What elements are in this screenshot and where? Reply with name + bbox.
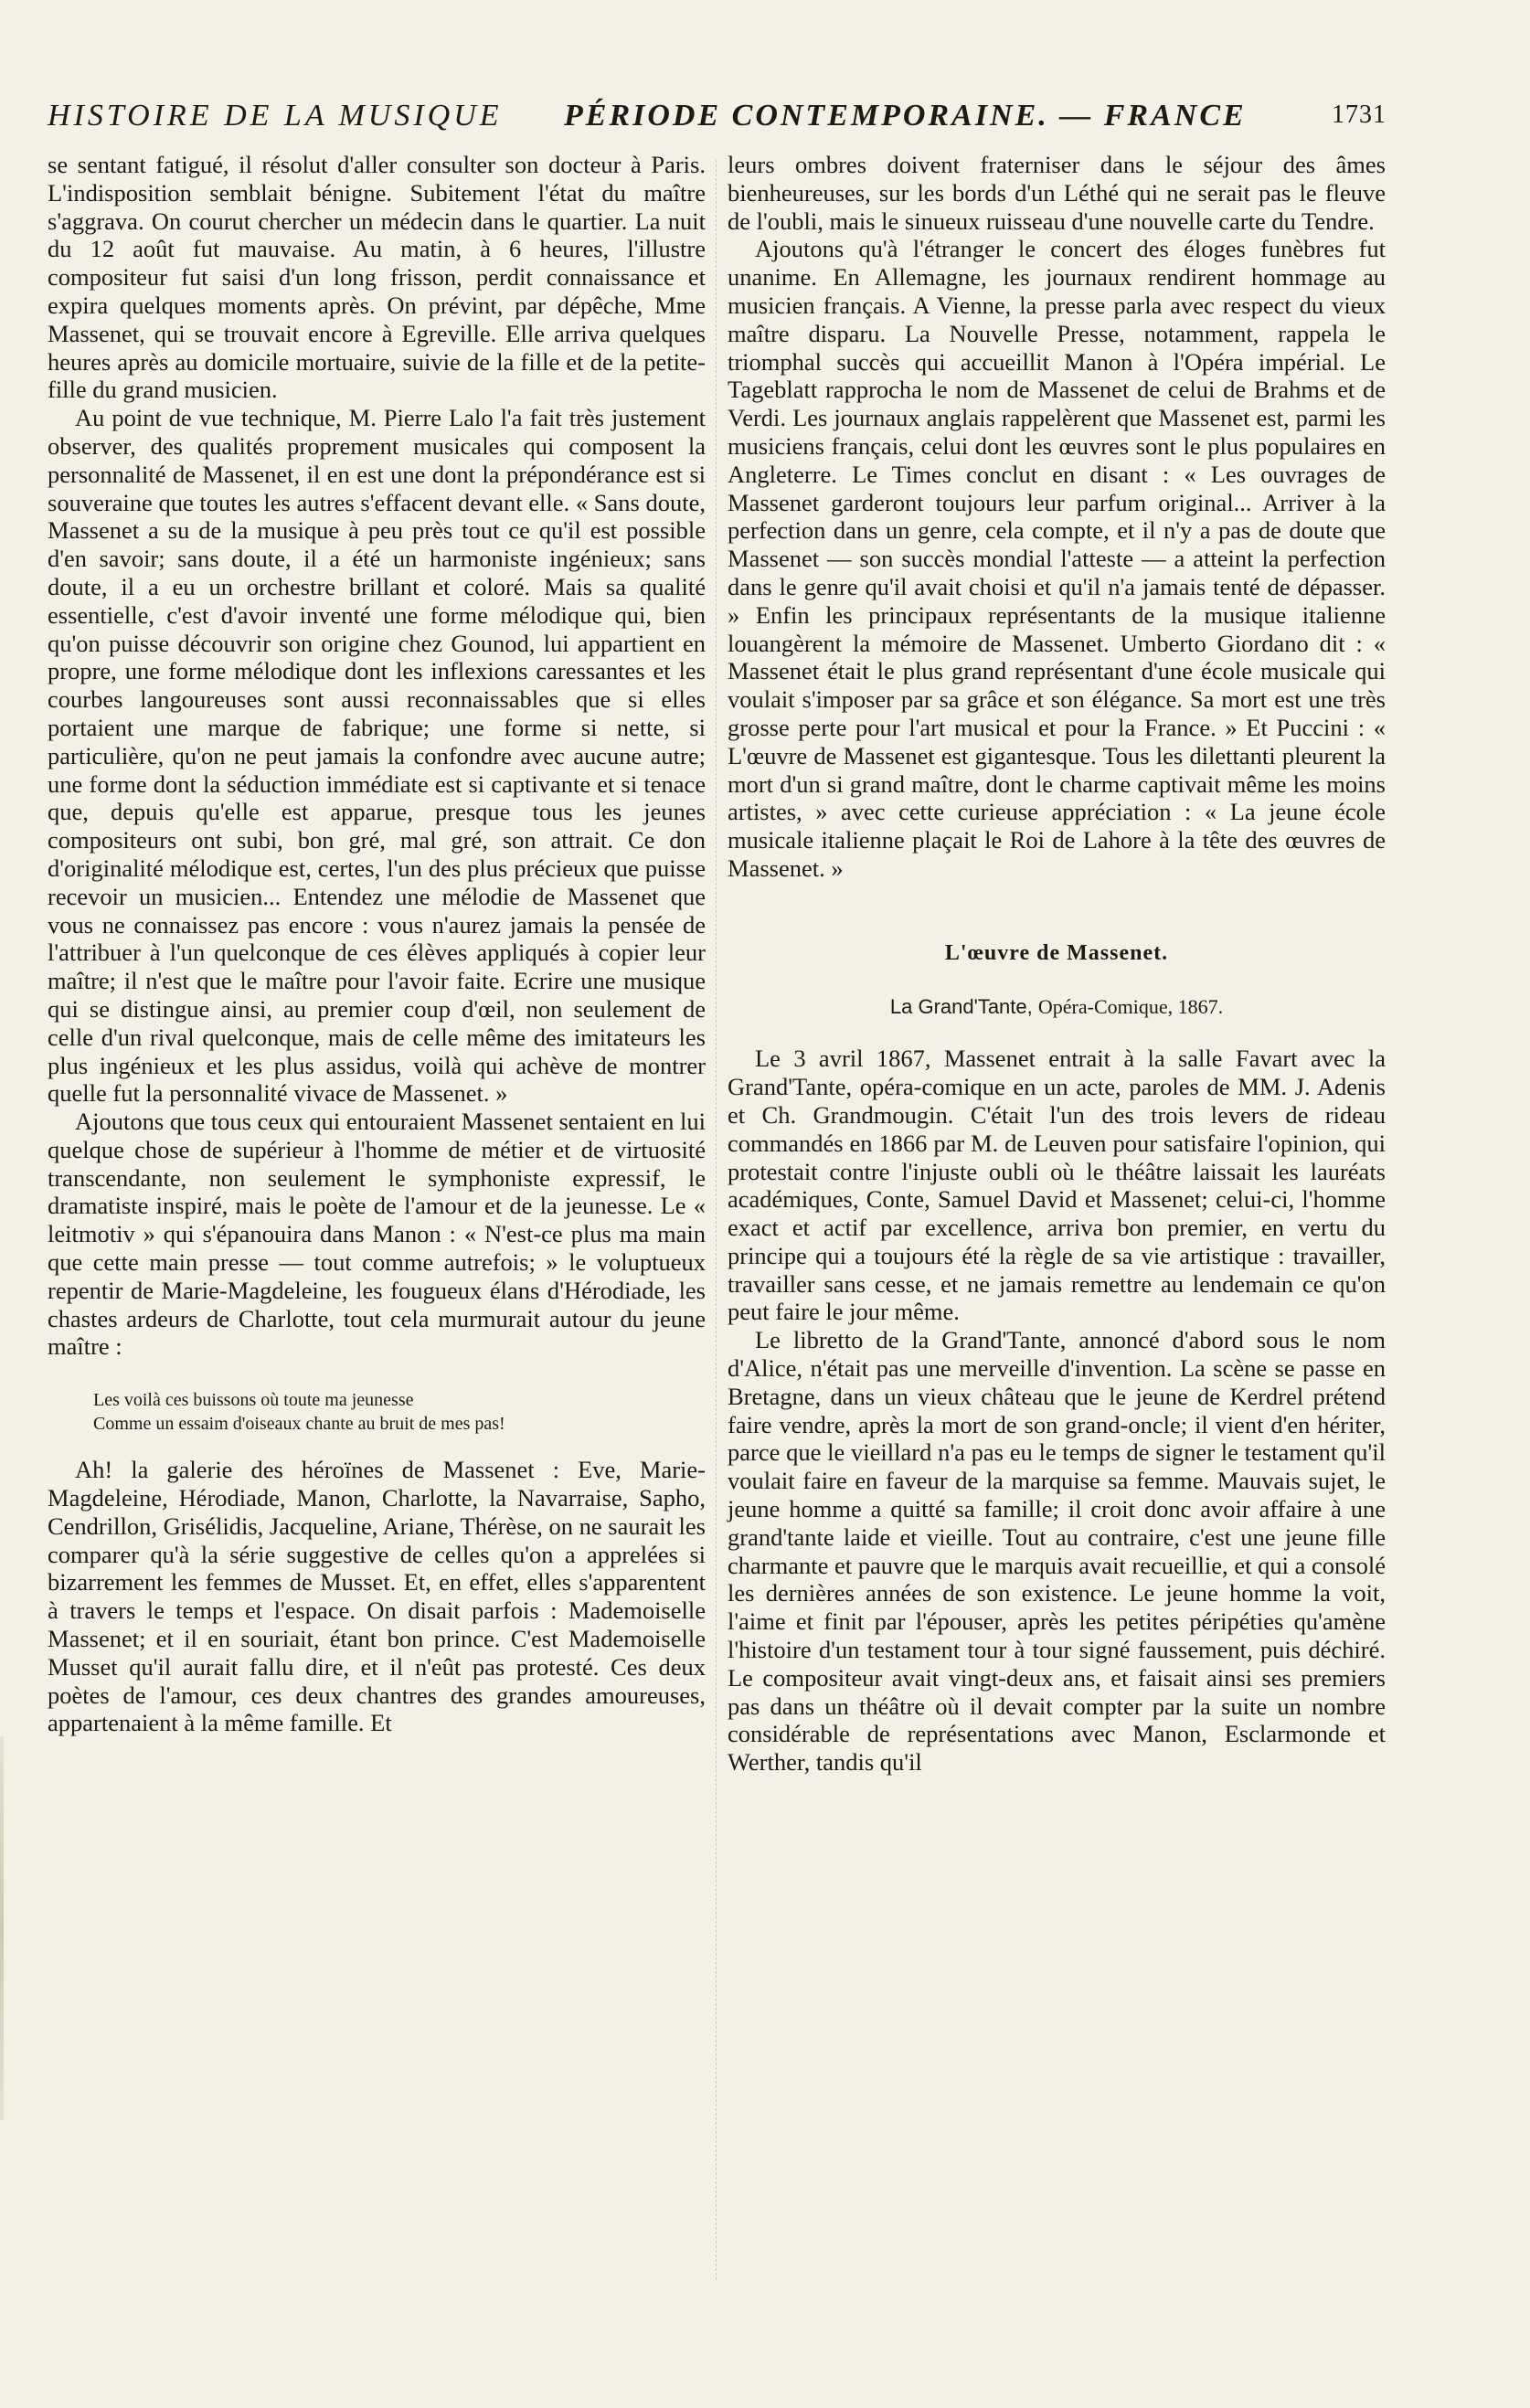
subtitle-details: Opéra-Comique, 1867. <box>1037 994 1224 1018</box>
verse-line: Les voilà ces buissons où toute ma jeunesse <box>93 1390 414 1411</box>
paragraph: Ajoutons qu'à l'étranger le concert des éloges funèbres fut unanime. En Allemagne, les journaux rendirent hommage au musicien français. A Vienne, la presse parla avec respect du vieux maître disparu. La Nouvelle Presse, notamment, rappela le triomphal succès qui accueillit Manon à l'Opéra impérial. Le Tageblatt rapprocha le nom de Massenet de celui de Brahms et de Verdi. Les journaux anglais rappelèrent que Massenet est, parmi les musiciens français, celui dont les œuvres sont le plus populaires en Angleterre. Le Times conclut en disant : « Les ouvrages de Massenet garderont toujours leur parfum original... Arriver à la perfection dans un genre, cela compte, et il n'y a pas de doute que Massenet — son succès mondial l'atteste — a atteint la perfection dans le genre qu'il avait choisi et qu'il n'a jamais tenté de dépasser. » Enfin les principaux représentants de la musique italienne louangèrent la mémoire de Massenet. Umberto Giordano dit : « Massenet était le plus grand représentant d'une école musicale qui voulait s'imposer par sa grâce et son élégance. Sa mort est une très grosse perte pour l'art musical et pour la France. » Et Puccini : « L'œuvre de Massenet est gigantesque. Tous les dilettanti pleurent la mort d'un si grand maître, dont le charme captivait même les moins artistes, » avec cette curieuse appréciation : « La jeune école musicale italienne plaçait le Roi de Lahore à la tête des œuvres de Massenet. » <box>728 235 1386 882</box>
paragraph: Le libretto de la Grand'Tante, annoncé d'abord sous le nom d'Alice, n'était pas une merveille d'invention. La scène se passe en Bretagne, dans un vieux château que le jeune de Kerdrel prétend faire vendre, après la mort de son grand-oncle; il vient d'en hériter, parce que le vieillard n'a pas eu le temps de signer le testament qu'il voulait faire en faveur de la marquise sa femme. Mauvais sujet, le jeune homme a quitté sa famille; il croit donc avoir affaire à une grand'tante laide et vieille. Tout au contraire, c'est une jeune fille charmante et pauvre que le marquis avait recueillie, et qui a consolé les dernières années de son existence. Le jeune homme la voit, l'aime et finit par l'épouser, après les petites péripéties qu'amène l'histoire d'un testament tour à tour signé faussement, puis déchiré. Le compositeur avait vingt-deux ans, et faisait ainsi ses premiers pas dans un théâtre où il devait compter par la suite un nombre considérable de représentations avec Manon, Esclarmonde et Werther, tandis qu'il <box>728 1326 1386 1777</box>
subtitle-work: La Grand'Tante, <box>889 994 1033 1018</box>
paragraph: Ajoutons que tous ceux qui entouraient Massenet sentaient en lui quelque chose de supérieur à l'homme de métier et de virtuosité transcendante, non seulement le symphoniste expressif, le dramatiste inspiré, mais le poète de l'amour et de la jeunesse. Le « leitmotiv » qui s'épanouira dans Manon : « N'est-ce plus ma main que cette main presse — tout comme autrefois; » le voluptueux repentir de Marie-Magdeleine, les fougueux élans d'Hérodiade, les chastes ardeurs de Charlotte, tout cela murmurait autour du jeune maître : <box>48 1108 706 1361</box>
paragraph: se sentant fatigué, il résolut d'aller consulter son docteur à Paris. L'indisposition semblait bénigne. Subitement l'état du maître s'aggrava. On courut chercher un médecin dans le quartier. La nuit du 12 août fut mauvaise. Au matin, à 6 heures, l'illustre compositeur fut saisi d'un long frisson, perdit connaissance et expira quelques moments après. On prévint, par dépêche, Mme Massenet, qui se trouvait encore à Egreville. Elle arriva quelques heures après au domicile mortuaire, suivie de la fille et de la petite-fille du grand musicien. <box>48 151 706 404</box>
right-column <box>728 151 1386 1777</box>
header-center-title: PÉRIODE CONTEMPORAINE. — FRANCE <box>564 99 1247 133</box>
scan-edge-shadow <box>0 1736 4 2120</box>
running-header <box>48 99 1387 144</box>
column-divider <box>716 160 717 2280</box>
verse-quote <box>93 1388 706 1436</box>
section-title: L'œuvre de Massenet. <box>944 940 1169 965</box>
paragraph: Au point de vue technique, M. Pierre Lalo l'a fait très justement observer, des qualités proprement musicales qui composent la personnalité de Massenet, il en est une dont la prépondérance est si souveraine que toutes les autres s'effacent devant elle. « Sans doute, Massenet a su de la musique à peu près tout ce qu'il est possible d'en savoir; sans doute, il a été un harmoniste ingénieux; sans doute, il a eu un orchestre brillant et coloré. Mais sa qualité essentielle, c'est d'avoir inventé une forme mélodique qui, bien qu'on puisse découvrir son origine chez Gounod, lui appartient en propre, une forme mélodique dont les inflexions caressantes et les courbes langoureuses sont aussi reconnaissables que si elles portaient une marque de fabrique; une forme si nette, si particulière, qu'on ne peut jamais la confondre avec aucune autre; une forme dont la séduction immédiate est si captivante et si tenace que, depuis qu'elle est apparue, presque tous les jeunes compositeurs ont subi, bon gré, mal gré, son attrait. Ce don d'originalité mélodique est, certes, l'un des plus précieux que puisse recevoir un musicien... Entendez une mélodie de Massenet que vous ne connaissez pas encore : vous n'aurez jamais la pensée de l'attribuer à l'un quelconque de ces élèves appliqués à copier leur maître; il n'est que le maître pour l'avoir faite. Ecrire une musique qui se distingue ainsi, au premier coup d'œil, non seulement de celle d'un rival quelconque, mais de celle même des imitateurs les plus ingénieux et les plus assidus, voilà qui achève de montrer quelle fut la personnalité vivace de Massenet. » <box>48 404 706 1108</box>
header-left-title: HISTOIRE DE LA MUSIQUE <box>48 99 503 133</box>
paragraph: leurs ombres doivent fraterniser dans le séjour des âmes bienheureuses, sur les bords d'un Léthé qui ne serait pas le fleuve de l'oubli, mais le sinueux ruisseau d'une nouvelle carte du Tendre. <box>728 151 1386 235</box>
left-column <box>48 151 706 1737</box>
section-subtitle <box>728 993 1386 1022</box>
verse-line: Comme un essaim d'oiseaux chante au bruit de mes pas! <box>93 1414 505 1435</box>
page-number: 1731 <box>1332 101 1387 129</box>
paragraph: Le 3 avril 1867, Massenet entrait à la salle Favart avec la Grand'Tante, opéra-comique en un acte, paroles de MM. J. Adenis et Ch. Grandmougin. C'était l'un des trois levers de rideau commandés en 1866 par M. de Leuven pour satisfaire l'opinion, qui protestait contre l'injuste oubli où le théâtre laissait les lauréats académiques, Conte, Samuel David et Massenet; celui-ci, l'homme exact et actif par excellence, arriva bon premier, en vertu du principe qui a toujours été la règle de sa vie artistique : travailler, travailler sans cesse, et ne jamais remettre au lendemain ce qu'on peut faire le jour même. <box>728 1045 1386 1326</box>
paragraph: Ah! la galerie des héroïnes de Massenet : Eve, Marie-Magdeleine, Hérodiade, Manon, Charlotte, la Navarraise, Sapho, Cendrillon, Grisélidis, Jacqueline, Ariane, Thérèse, on ne saurait les comparer qu'à la série suggestive de celles qu'on a apprelées si bizarrement les femmes de Musset. Et, en effet, elles s'apparentent à travers le temps et l'espace. On disait parfois : Mademoiselle Massenet; et il en souriait, étant bon prince. C'est Mademoiselle Musset qu'il aurait fallu dire, et il n'eût pas protesté. Ces deux poètes de l'amour, ces deux chantres des grandes amoureuses, appartenaient à la même famille. Et <box>48 1456 706 1737</box>
